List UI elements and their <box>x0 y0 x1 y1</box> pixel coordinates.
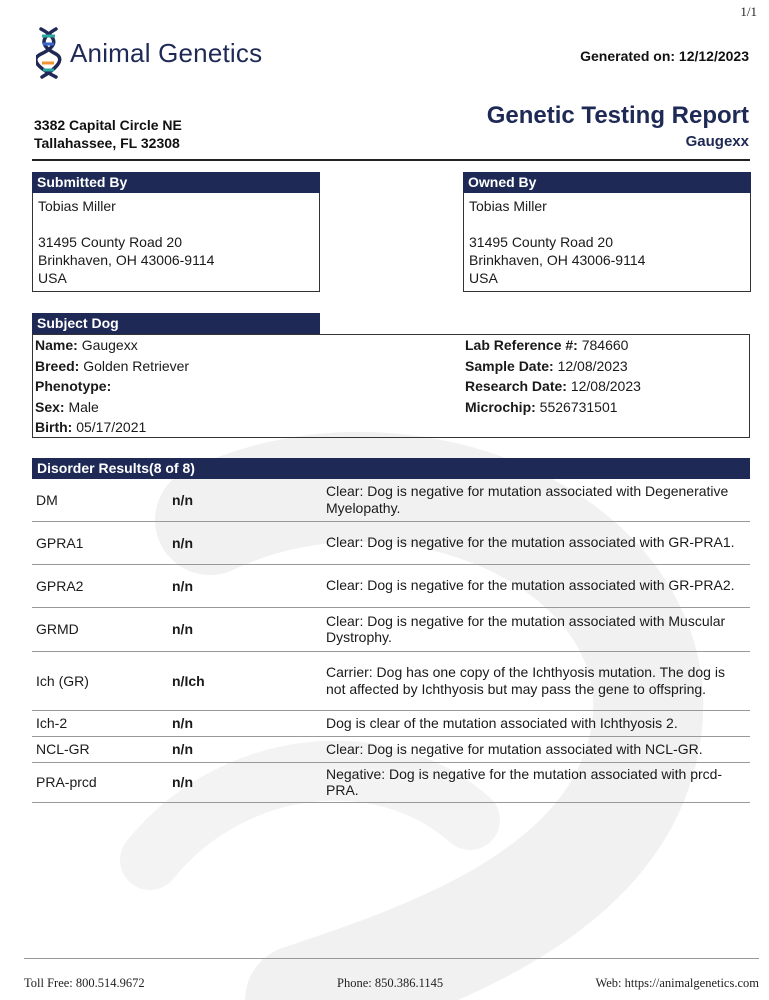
sample-date: 12/08/2023 <box>557 357 628 374</box>
subject-dog-header: Subject Dog <box>32 313 320 334</box>
brand-name: Animal Genetics <box>70 37 263 68</box>
disorder-name: DM <box>32 479 169 521</box>
table-row <box>32 564 750 607</box>
report-title: Genetic Testing Report <box>486 102 749 129</box>
microchip: 5526731501 <box>539 398 618 415</box>
footer-toll-free: Toll Free: 800.514.9672 <box>24 976 145 990</box>
subject-phenotype-row: Phenotype: <box>35 378 112 394</box>
owner-country: USA <box>469 270 498 286</box>
subject-sex-row: Sex: Male <box>35 398 99 415</box>
disorder-results-table <box>32 479 750 803</box>
subject-dog-box <box>32 334 750 438</box>
subject-breed-row: Breed: Golden Retriever <box>35 357 190 374</box>
disorder-name: Ich-2 <box>32 710 169 736</box>
owner-street: 31495 County Road 20 <box>469 234 613 250</box>
lab-reference: 784660 <box>581 337 629 353</box>
submitter-name: Tobias Miller <box>38 198 116 214</box>
submitted-by-body <box>32 193 320 292</box>
disorder-description: Negative: Dog is negative for the mutation associated with prcd-PRA. <box>323 762 750 802</box>
disorder-description: Clear: Dog is negative for the mutation associated with Muscular Dystrophy. <box>323 607 750 651</box>
subject-name-row: Name: Gaugexx <box>35 337 138 353</box>
subject-name: Gaugexx <box>81 337 138 353</box>
disorder-description: Clear: Dog is negative for mutation associated with Degenerative Myelopathy. <box>323 479 750 521</box>
disorder-name: Ich (GR) <box>32 651 169 710</box>
subject-birth-row: Birth: 05/17/2021 <box>35 419 147 435</box>
brand-logo <box>36 26 262 80</box>
submitter-street: 31495 County Road 20 <box>38 234 182 250</box>
generated-date: Generated on: 12/12/2023 <box>580 48 749 64</box>
submitter-city: Brinkhaven, OH 43006-9114 <box>38 252 215 268</box>
disorder-genotype: n/n <box>169 479 323 521</box>
submitted-by-header: Submitted By <box>32 172 320 193</box>
header-divider <box>32 159 750 161</box>
subject-left-column <box>35 335 189 438</box>
disorder-description: Clear: Dog is negative for the mutation associated with GR-PRA2. <box>323 564 750 607</box>
subject-birth: 05/17/2021 <box>76 419 147 435</box>
table-row <box>32 710 750 736</box>
report-subtitle: Gaugexx <box>685 133 749 150</box>
research-date-row: Research Date: 12/08/2023 <box>465 378 641 394</box>
table-row <box>32 521 750 564</box>
disorder-description: Clear: Dog is negative for the mutation associated with GR-PRA1. <box>323 521 750 564</box>
table-row <box>32 762 750 802</box>
disorder-name: PRA-prcd <box>32 762 169 802</box>
subject-breed: Golden Retriever <box>83 357 190 374</box>
disorder-genotype: n/n <box>169 521 323 564</box>
disorder-genotype: n/n <box>169 710 323 736</box>
disorder-description: Carrier: Dog has one copy of the Ichthyosis mutation. The dog is not affected by Ichthyosis but may pass the gene to offspring. <box>323 651 750 710</box>
lab-address-line2: Tallahassee, FL 32308 <box>34 135 180 151</box>
owned-by-body <box>463 193 751 292</box>
disorder-genotype: n/n <box>169 762 323 802</box>
disorder-description: Dog is clear of the mutation associated with Ichthyosis 2. <box>323 710 750 736</box>
disorder-genotype: n/Ich <box>169 651 323 710</box>
footer-divider <box>24 958 759 959</box>
footer-website-link[interactable]: Web: https://animalgenetics.com <box>595 976 759 990</box>
table-row <box>32 607 750 651</box>
page-number: 1/1 <box>740 4 757 19</box>
disorder-name: GPRA1 <box>32 521 169 564</box>
lab-address <box>34 116 182 152</box>
table-row <box>32 736 750 762</box>
disorder-results-header: Disorder Results(8 of 8) <box>32 458 750 479</box>
footer-phone: Phone: 850.386.1145 <box>337 976 444 990</box>
owned-by-section <box>463 172 751 292</box>
disorder-name: GPRA2 <box>32 564 169 607</box>
owned-by-header: Owned By <box>463 172 751 193</box>
disorder-name: GRMD <box>32 607 169 651</box>
subject-sex: Male <box>68 398 99 415</box>
submitted-by-section <box>32 172 320 292</box>
microchip-row: Microchip: 5526731501 <box>465 398 618 415</box>
research-date: 12/08/2023 <box>570 378 641 394</box>
owner-name: Tobias Miller <box>469 198 547 214</box>
lab-reference-row: Lab Reference #: 784660 <box>465 337 629 353</box>
table-row <box>32 479 750 521</box>
dna-helix-icon <box>36 26 62 80</box>
subject-right-column <box>465 335 641 417</box>
table-row <box>32 651 750 710</box>
disorder-description: Clear: Dog is negative for mutation associated with NCL-GR. <box>323 736 750 762</box>
disorder-genotype: n/n <box>169 607 323 651</box>
lab-address-line1: 3382 Capital Circle NE <box>34 117 182 133</box>
disorder-genotype: n/n <box>169 736 323 762</box>
submitter-country: USA <box>38 270 67 286</box>
owner-city: Brinkhaven, OH 43006-9114 <box>469 252 646 268</box>
disorder-genotype: n/n <box>169 564 323 607</box>
sample-date-row: Sample Date: 12/08/2023 <box>465 357 628 374</box>
disorder-name: NCL-GR <box>32 736 169 762</box>
